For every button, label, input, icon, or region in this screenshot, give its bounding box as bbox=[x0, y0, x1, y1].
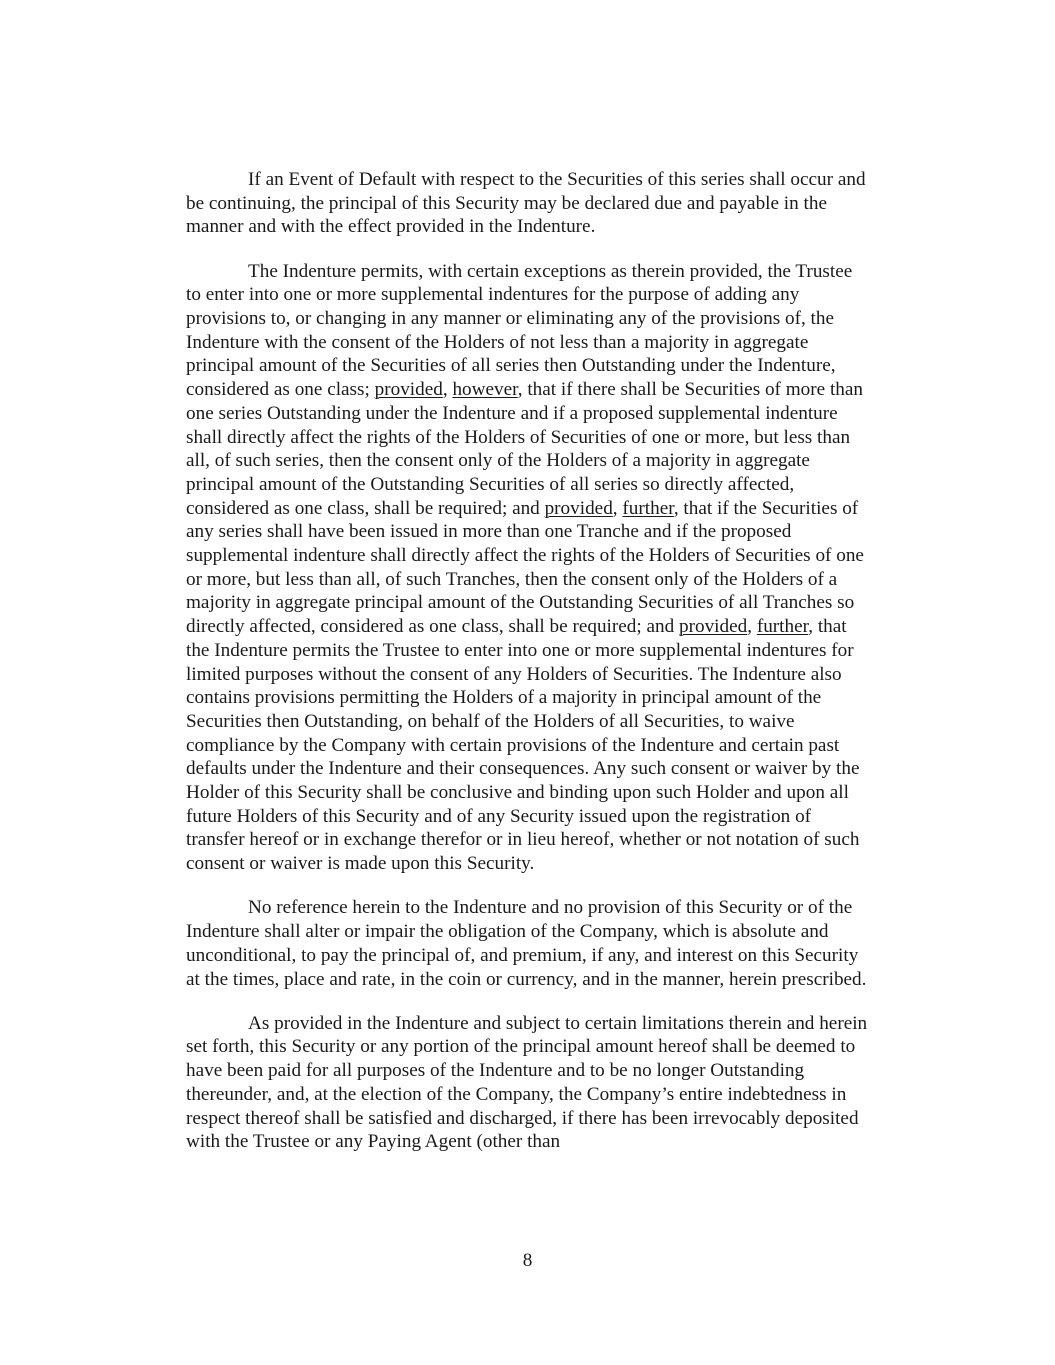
text-segment: If an Event of Default with respect to the Securities of this series shall occur and be continuing, the principal of this Security may be declared due and payable in the manner and with the effect provided in the Indenture. bbox=[186, 169, 866, 238]
paragraph-supplemental-indentures bbox=[186, 260, 870, 876]
text-segment: , that the Indenture permits the Trustee to enter into one or more supplemental indentures for limited purposes without the consent of any Holders of Securities. The Indenture also contains provisions permitting the Holders of a majority in principal amount of the Securities then Outstanding, on behalf of the Holders of all Securities, to waive compliance by the Company with certain provisions of the Indenture and certain past defaults under the Indenture and their consequences. Any such consent or waiver by the Holder of this Security shall be conclusive and binding upon such Holder and upon all future Holders of this Security and of any Security issued upon the registration of transfer hereof or in exchange therefor or in lieu hereof, whether or not notation of such consent or waiver is made upon this Security. bbox=[186, 616, 860, 875]
underlined-term: further bbox=[756, 616, 809, 638]
text-segment: , bbox=[747, 616, 757, 638]
text-segment: No reference herein to the Indenture and no provision of this Security or of the Indenture shall alter or impair the obligation of the Company, which is absolute and unconditional, to pay the principal of, and premium, if any, and interest on this Security at the times, place and rate, in the coin or currency, and in the manner, herein prescribed. bbox=[186, 897, 867, 990]
text-segment: , bbox=[442, 379, 453, 401]
paragraph-event-of-default bbox=[186, 168, 870, 239]
paragraph-obligation bbox=[186, 896, 870, 991]
text-segment: The Indenture permits, with certain exceptions as therein provided, the Trustee to enter into one or more supplemental indentures for the purpose of adding any provisions to, or changing in any manner or eliminating any of the provisions of, the Indenture with the consent of the Holders of not less than a majority in aggregate principal amount of the Securities of all series then Outstanding under the Indenture, considered as one class; bbox=[186, 260, 853, 401]
text-segment: , that if the Securities of any series shall have been issued in more than one Tranche and if the proposed supplemental indenture shall directly affect the rights of the Holders of Securities of one or more, but less than all, of such Tranches, then the consent only of the Holders of a majority in aggregate principal amount of the Outstanding Securities of all Tranches so directly affected, considered as one class, shall be required; and bbox=[186, 497, 864, 638]
underlined-term: however bbox=[452, 379, 518, 401]
underlined-term: provided bbox=[679, 616, 748, 638]
text-segment: , that if there shall be Securities of more than one series Outstanding under the Indenture and if a proposed supplemental indenture shall directly affect the rights of the Holders of Securities of one or more, but less than all, of such series, then the consent only of the Holders of a majority in aggregate principal amount of the Outstanding Securities of all series so directly affected, considered as one class, shall be required; and bbox=[186, 379, 863, 519]
paragraph-defeasance bbox=[186, 1012, 870, 1154]
page-number: 8 bbox=[522, 1250, 533, 1271]
underlined-term: provided bbox=[544, 497, 613, 519]
document-body bbox=[186, 168, 870, 1174]
underlined-term: further bbox=[622, 497, 674, 519]
text-segment: , bbox=[612, 497, 623, 519]
text-segment: As provided in the Indenture and subject to certain limitations therein and herein set forth, this Security or any portion of the principal amount hereof shall be deemed to have been paid for all purposes of the Indenture and to be no longer Outstanding thereunder, and, at the election of the Company, the Company’s entire indebtedness in respect thereof shall be satisfied and discharged, if there has been irrevocably deposited with the Trustee or any Paying Agent (other than bbox=[186, 1012, 868, 1153]
underlined-term: provided bbox=[374, 379, 443, 401]
